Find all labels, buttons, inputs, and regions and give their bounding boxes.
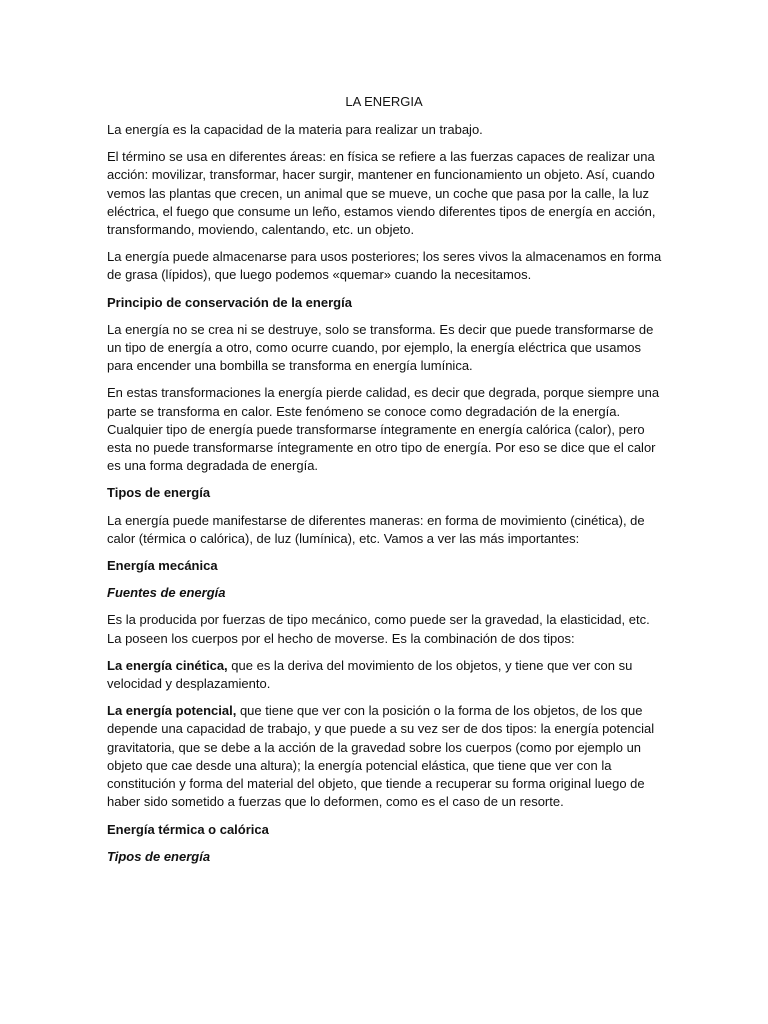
- paragraph-conservation: La energía no se crea ni se destruye, solo se transforma. Es decir que puede transformarse de un tipo de energía a otro, como ocurre cuando, por ejemplo, la energía eléctrica que usamos para encender una bombilla se transforma en energía lumínica.: [107, 321, 654, 374]
- paragraph-term: El término se usa en diferentes áreas: en física se refiere a las fuerzas capaces de realizar una acción: movilizar, transformar, hacer surgir, mantener en funcionamiento un objeto. Así, cuando vemos las plantas que crecen, un animal que se mueve, un coche que pasa por la calle, la luz eléctrica, el fuego que consume un leño, estamos viendo diferentes tipos de energía en acción, transformando, moviendo, calentando, etc. un objeto.: [107, 149, 656, 238]
- paragraph-mechanical: Es la producida por fuerzas de tipo mecánico, como puede ser la gravedad, la elasticidad, etc. La poseen los cuerpos por el hecho de moverse. Es la combinación de dos tipos:: [107, 612, 650, 646]
- document-title: LA ENERGIA: [345, 94, 423, 109]
- heading-sources: Fuentes de energía: [107, 585, 226, 601]
- paragraph-potential: [107, 702, 667, 811]
- paragraph-degradation: En estas transformaciones la energía pierde calidad, es decir que degrada, porque siempre una parte se transforma en calor. Este fenómeno se conoce como degradación de la energía. Cualquier tipo de energía puede transformarse íntegramente en energía calórica (calor), pero esta no puede transformarse íntegramente en otro tipo de energía. Por eso se dice que el calor es una forma degradada de energía.: [107, 385, 660, 474]
- paragraph-storage: La energía puede almacenarse para usos posteriores; los seres vivos la almacenamos en forma de grasa (lípidos), que luego podemos «quemar» cuando la necesitamos.: [107, 249, 662, 283]
- heading-mechanical: Energía mecánica: [107, 558, 218, 574]
- heading-conservation: Principio de conservación de la energía: [107, 294, 352, 310]
- heading-types: Tipos de energía: [107, 485, 211, 501]
- heading-types-2: Tipos de energía: [107, 848, 211, 864]
- paragraph-kinetic: [107, 657, 667, 693]
- paragraph-manifest: La energía puede manifestarse de diferentes maneras: en forma de movimiento (cinética), de calor (térmica o calórica), de luz (lumínica), etc. Vamos a ver las más importantes:: [107, 512, 645, 546]
- potential-text: que tiene que ver con la posición o la forma de los objetos, de los que depende una capacidad de trabajo, y que puede a su vez ser de dos tipos: la energía potencial gravitatoria, que se debe a la acción de la gravedad sobre los cuerpos (como por ejemplo un objeto que cae desde una altura); la energía potencial elástica, que tiene que ver con la constitución y forma del material del objeto, que tiende a recuperar su forma original luego de haber sido sometido a fuerzas que lo deformen, como es el caso de un resorte.: [107, 703, 655, 810]
- paragraph-definition: La energía es la capacidad de la materia para realizar un trabajo.: [107, 122, 483, 137]
- potential-term: La energía potencial,: [107, 703, 237, 719]
- heading-thermal: Energía térmica o calórica: [107, 821, 269, 837]
- document-body: [107, 121, 667, 875]
- kinetic-term: La energía cinética,: [107, 657, 228, 673]
- kinetic-text: que es la deriva del movimiento de los objetos, y tiene que ver con su velocidad y desplazamiento.: [107, 657, 633, 692]
